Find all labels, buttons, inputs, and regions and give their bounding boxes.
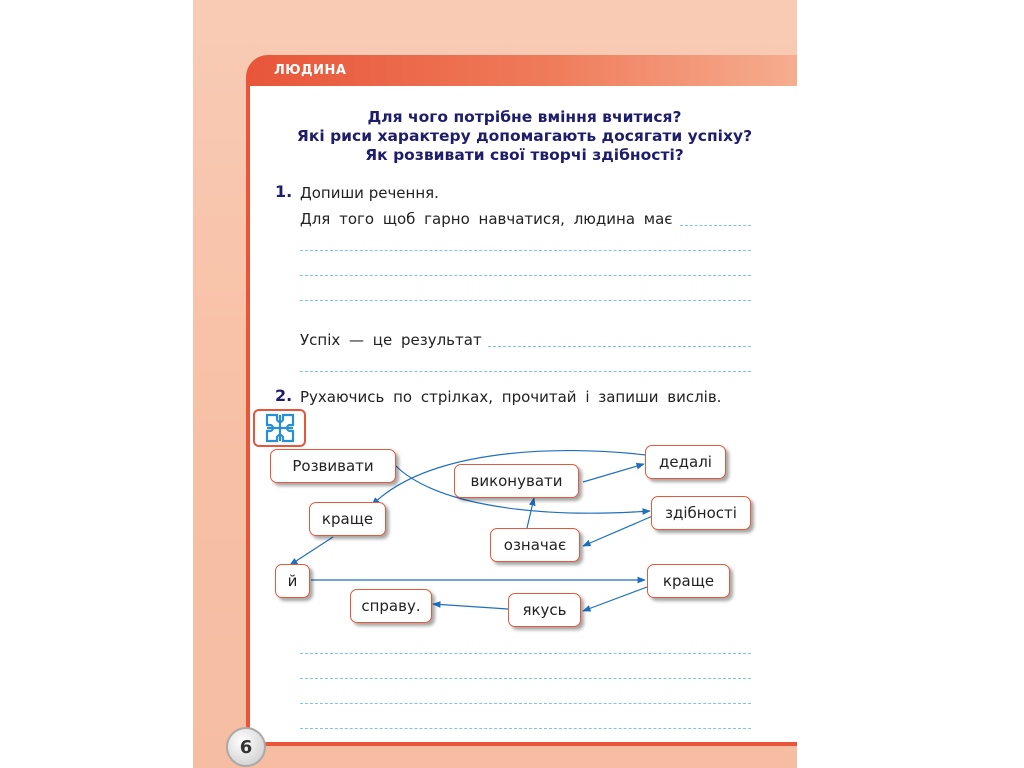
arrow-krashche-to-i — [290, 537, 333, 565]
arrow-oznachaie-to-vykonuvaty — [527, 498, 534, 528]
task-1-title: Допиши речення. — [300, 184, 439, 202]
word-card-spravu: справу. — [350, 589, 432, 623]
question-1: Для чого потрібне вміння вчитися? — [367, 108, 682, 126]
answer-line[interactable] — [300, 728, 751, 729]
word-card-vykonuvaty: виконувати — [454, 464, 579, 498]
answer-line[interactable] — [300, 653, 751, 654]
answer-line[interactable] — [300, 703, 751, 704]
task-2-title: Рухаючись по стрілках, прочитай і запиши вислів. — [300, 388, 722, 406]
word-card-rozvyvaty: Розвивати — [270, 449, 396, 483]
word-card-oznachaie: означає — [490, 528, 580, 562]
word-card-i: й — [275, 564, 310, 598]
arrow-vykonuvaty-to-dedali — [583, 464, 644, 482]
word-card-krashche-2: краще — [647, 564, 730, 598]
page-number: 6 — [226, 727, 266, 767]
answer-line[interactable] — [300, 678, 751, 679]
arrow-yakus-to-spravu — [433, 604, 508, 609]
word-card-dedali: дедалі — [645, 445, 726, 479]
word-card-zdibnosti: здібності — [651, 496, 751, 530]
question-3: Як розвивати свої творчі здібності? — [365, 146, 684, 164]
section-title: ЛЮДИНА — [274, 63, 347, 78]
word-card-yakus: якусь — [508, 593, 581, 627]
task-2-number: 2. — [275, 386, 293, 405]
arrow-krashche-to-yakus — [583, 587, 647, 611]
task-1-sentence-1: Для того щоб гарно навчатися, людина має — [300, 210, 673, 228]
task-1-number: 1. — [275, 182, 293, 201]
task-1-sentence-2: Успіх — це результат — [300, 331, 482, 349]
word-card-krashche-1: краще — [309, 502, 386, 536]
arrow-zdibnosti-to-oznachaie — [583, 515, 655, 546]
question-2: Які риси характеру допомагають досягати успіху? — [296, 127, 753, 145]
